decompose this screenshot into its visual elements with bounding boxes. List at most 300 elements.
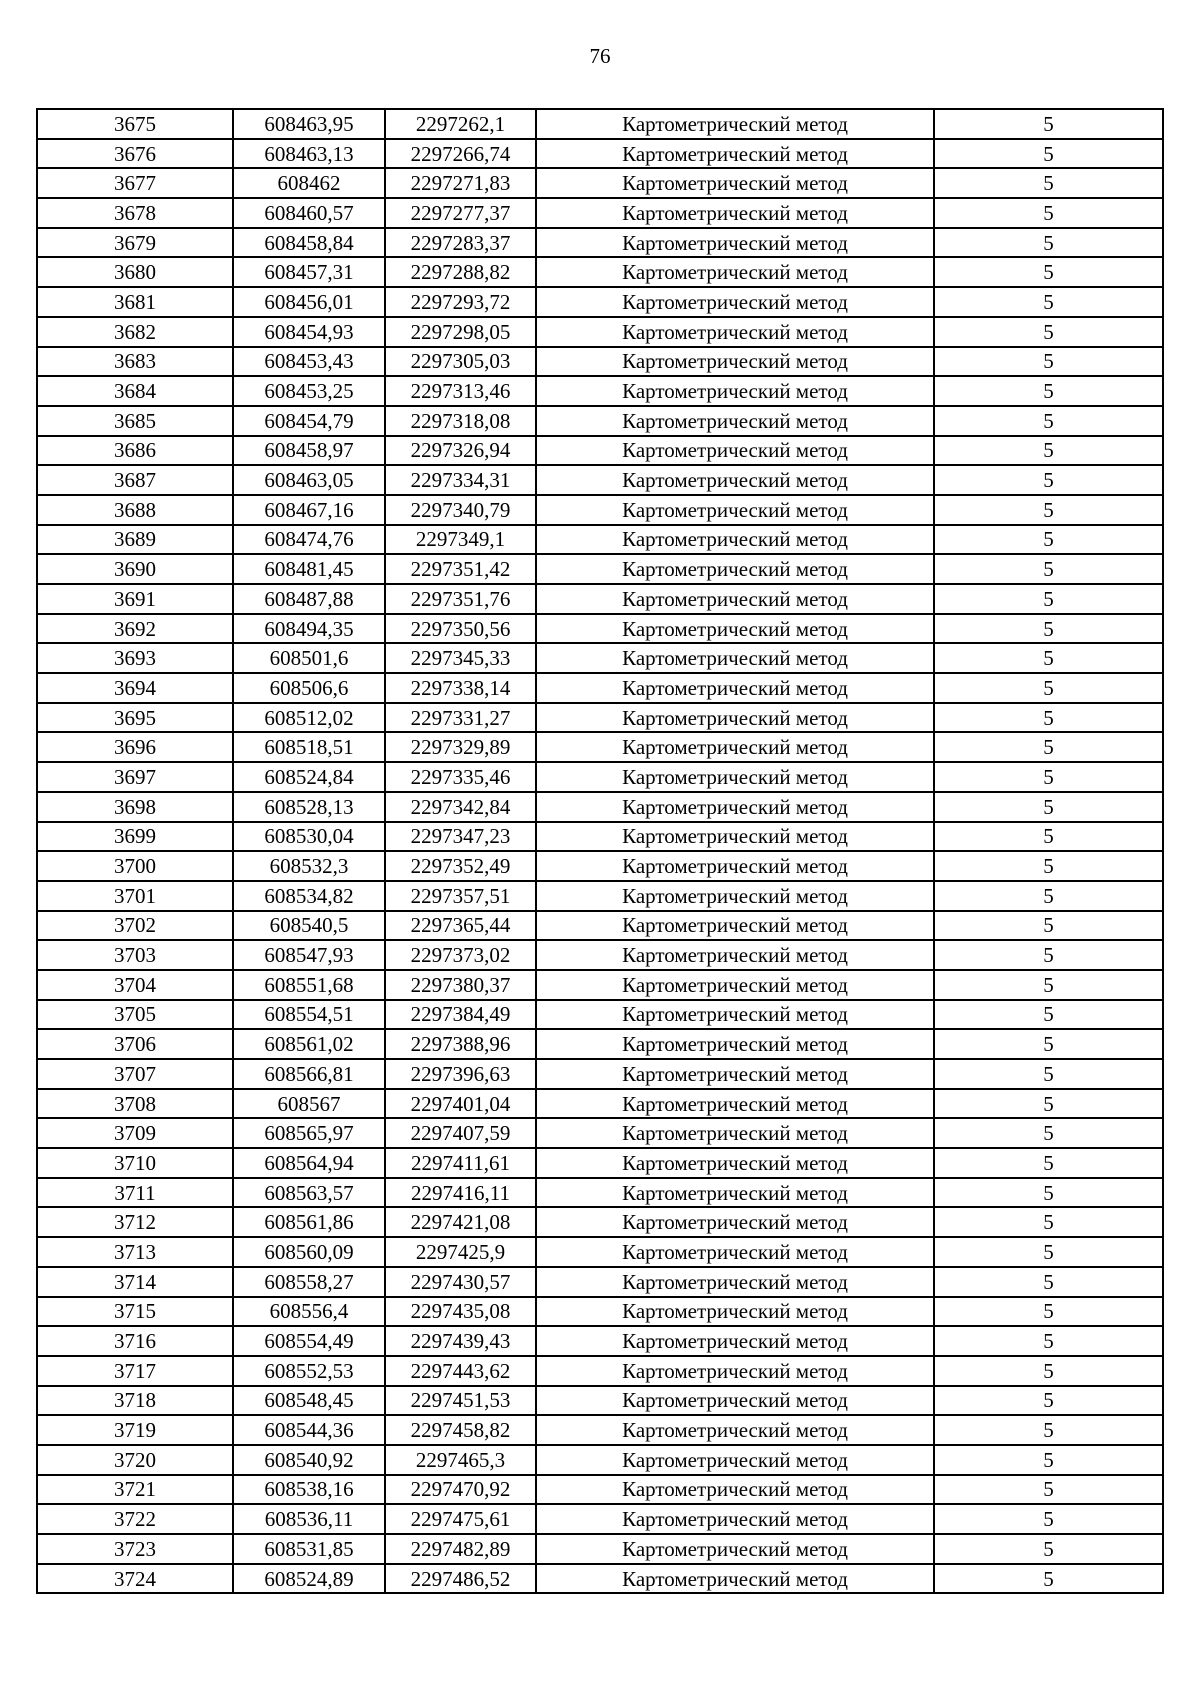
point-number-cell: 3687 — [37, 465, 233, 495]
x-coordinate-cell: 608518,51 — [233, 732, 385, 762]
x-coordinate-cell: 608454,93 — [233, 317, 385, 347]
x-coordinate-cell: 608551,68 — [233, 970, 385, 1000]
method-cell: Картометрический метод — [536, 643, 934, 673]
y-coordinate-cell: 2297326,94 — [385, 436, 536, 466]
x-coordinate-cell: 608530,04 — [233, 822, 385, 852]
table-row — [37, 139, 1163, 169]
table-row — [37, 525, 1163, 555]
accuracy-cell: 5 — [934, 1356, 1163, 1386]
y-coordinate-cell: 2297340,79 — [385, 495, 536, 525]
y-coordinate-cell: 2297388,96 — [385, 1029, 536, 1059]
method-cell: Картометрический метод — [536, 673, 934, 703]
table-row — [37, 376, 1163, 406]
x-coordinate-cell: 608456,01 — [233, 287, 385, 317]
accuracy-cell: 5 — [934, 1148, 1163, 1178]
x-coordinate-cell: 608564,94 — [233, 1148, 385, 1178]
method-cell: Картометрический метод — [536, 762, 934, 792]
x-coordinate-cell: 608462 — [233, 168, 385, 198]
table-row — [37, 970, 1163, 1000]
table-row — [37, 228, 1163, 258]
point-number-cell: 3708 — [37, 1089, 233, 1119]
y-coordinate-cell: 2297298,05 — [385, 317, 536, 347]
x-coordinate-cell: 608501,6 — [233, 643, 385, 673]
table-row — [37, 1356, 1163, 1386]
point-number-cell: 3720 — [37, 1445, 233, 1475]
y-coordinate-cell: 2297329,89 — [385, 732, 536, 762]
x-coordinate-cell: 608552,53 — [233, 1356, 385, 1386]
y-coordinate-cell: 2297338,14 — [385, 673, 536, 703]
method-cell: Картометрический метод — [536, 228, 934, 258]
x-coordinate-cell: 608458,97 — [233, 436, 385, 466]
accuracy-cell: 5 — [934, 139, 1163, 169]
accuracy-cell: 5 — [934, 347, 1163, 377]
accuracy-cell: 5 — [934, 1000, 1163, 1030]
accuracy-cell: 5 — [934, 1504, 1163, 1534]
point-number-cell: 3694 — [37, 673, 233, 703]
accuracy-cell: 5 — [934, 228, 1163, 258]
table-row — [37, 1148, 1163, 1178]
method-cell: Картометрический метод — [536, 792, 934, 822]
method-cell: Картометрический метод — [536, 198, 934, 228]
table-row — [37, 792, 1163, 822]
y-coordinate-cell: 2297335,46 — [385, 762, 536, 792]
x-coordinate-cell: 608565,97 — [233, 1118, 385, 1148]
table-row — [37, 406, 1163, 436]
x-coordinate-cell: 608567 — [233, 1089, 385, 1119]
point-number-cell: 3715 — [37, 1297, 233, 1327]
table-row — [37, 1118, 1163, 1148]
point-number-cell: 3711 — [37, 1178, 233, 1208]
method-cell: Картометрический метод — [536, 1504, 934, 1534]
method-cell: Картометрический метод — [536, 1475, 934, 1505]
accuracy-cell: 5 — [934, 762, 1163, 792]
table-row — [37, 881, 1163, 911]
table-row — [37, 703, 1163, 733]
x-coordinate-cell: 608457,31 — [233, 257, 385, 287]
y-coordinate-cell: 2297342,84 — [385, 792, 536, 822]
x-coordinate-cell: 608566,81 — [233, 1059, 385, 1089]
x-coordinate-cell: 608554,51 — [233, 1000, 385, 1030]
point-number-cell: 3696 — [37, 732, 233, 762]
method-cell: Картометрический метод — [536, 822, 934, 852]
table-row — [37, 1445, 1163, 1475]
x-coordinate-cell: 608556,4 — [233, 1297, 385, 1327]
table-row — [37, 495, 1163, 525]
table-row — [37, 1415, 1163, 1445]
table-row — [37, 347, 1163, 377]
table-row — [37, 584, 1163, 614]
y-coordinate-cell: 2297347,23 — [385, 822, 536, 852]
point-number-cell: 3716 — [37, 1326, 233, 1356]
x-coordinate-cell: 608534,82 — [233, 881, 385, 911]
point-number-cell: 3698 — [37, 792, 233, 822]
y-coordinate-cell: 2297384,49 — [385, 1000, 536, 1030]
y-coordinate-cell: 2297435,08 — [385, 1297, 536, 1327]
table-row — [37, 1475, 1163, 1505]
y-coordinate-cell: 2297475,61 — [385, 1504, 536, 1534]
point-number-cell: 3697 — [37, 762, 233, 792]
x-coordinate-cell: 608548,45 — [233, 1386, 385, 1416]
y-coordinate-cell: 2297421,08 — [385, 1207, 536, 1237]
method-cell: Картометрический метод — [536, 1534, 934, 1564]
x-coordinate-cell: 608463,05 — [233, 465, 385, 495]
point-number-cell: 3692 — [37, 614, 233, 644]
y-coordinate-cell: 2297486,52 — [385, 1564, 536, 1594]
x-coordinate-cell: 608531,85 — [233, 1534, 385, 1564]
table-row — [37, 643, 1163, 673]
point-number-cell: 3695 — [37, 703, 233, 733]
x-coordinate-cell: 608458,84 — [233, 228, 385, 258]
x-coordinate-cell: 608460,57 — [233, 198, 385, 228]
accuracy-cell: 5 — [934, 287, 1163, 317]
y-coordinate-cell: 2297288,82 — [385, 257, 536, 287]
point-number-cell: 3686 — [37, 436, 233, 466]
accuracy-cell: 5 — [934, 198, 1163, 228]
accuracy-cell: 5 — [934, 317, 1163, 347]
point-number-cell: 3690 — [37, 554, 233, 584]
method-cell: Картометрический метод — [536, 1207, 934, 1237]
table-row — [37, 1029, 1163, 1059]
accuracy-cell: 5 — [934, 970, 1163, 1000]
accuracy-cell: 5 — [934, 554, 1163, 584]
y-coordinate-cell: 2297451,53 — [385, 1386, 536, 1416]
point-number-cell: 3682 — [37, 317, 233, 347]
method-cell: Картометрический метод — [536, 732, 934, 762]
point-number-cell: 3701 — [37, 881, 233, 911]
accuracy-cell: 5 — [934, 1207, 1163, 1237]
y-coordinate-cell: 2297351,42 — [385, 554, 536, 584]
y-coordinate-cell: 2297305,03 — [385, 347, 536, 377]
accuracy-cell: 5 — [934, 1059, 1163, 1089]
x-coordinate-cell: 608454,79 — [233, 406, 385, 436]
method-cell: Картометрический метод — [536, 1000, 934, 1030]
accuracy-cell: 5 — [934, 1267, 1163, 1297]
x-coordinate-cell: 608554,49 — [233, 1326, 385, 1356]
method-cell: Картометрический метод — [536, 406, 934, 436]
accuracy-cell: 5 — [934, 1029, 1163, 1059]
y-coordinate-cell: 2297470,92 — [385, 1475, 536, 1505]
point-number-cell: 3712 — [37, 1207, 233, 1237]
method-cell: Картометрический метод — [536, 168, 934, 198]
table-row — [37, 1564, 1163, 1594]
table-row — [37, 1237, 1163, 1267]
method-cell: Картометрический метод — [536, 1445, 934, 1475]
point-number-cell: 3678 — [37, 198, 233, 228]
x-coordinate-cell: 608467,16 — [233, 495, 385, 525]
accuracy-cell: 5 — [934, 851, 1163, 881]
table-row — [37, 1089, 1163, 1119]
method-cell: Картометрический метод — [536, 1564, 934, 1594]
table-row — [37, 198, 1163, 228]
table-row — [37, 1178, 1163, 1208]
y-coordinate-cell: 2297430,57 — [385, 1267, 536, 1297]
point-number-cell: 3710 — [37, 1148, 233, 1178]
y-coordinate-cell: 2297349,1 — [385, 525, 536, 555]
y-coordinate-cell: 2297334,31 — [385, 465, 536, 495]
point-number-cell: 3681 — [37, 287, 233, 317]
x-coordinate-cell: 608544,36 — [233, 1415, 385, 1445]
method-cell: Картометрический метод — [536, 703, 934, 733]
x-coordinate-cell: 608453,43 — [233, 347, 385, 377]
table-row — [37, 168, 1163, 198]
y-coordinate-cell: 2297350,56 — [385, 614, 536, 644]
y-coordinate-cell: 2297443,62 — [385, 1356, 536, 1386]
method-cell: Картометрический метод — [536, 1089, 934, 1119]
method-cell: Картометрический метод — [536, 1148, 934, 1178]
x-coordinate-cell: 608532,3 — [233, 851, 385, 881]
y-coordinate-cell: 2297351,76 — [385, 584, 536, 614]
point-number-cell: 3691 — [37, 584, 233, 614]
x-coordinate-cell: 608524,84 — [233, 762, 385, 792]
accuracy-cell: 5 — [934, 168, 1163, 198]
y-coordinate-cell: 2297352,49 — [385, 851, 536, 881]
point-number-cell: 3702 — [37, 911, 233, 941]
accuracy-cell: 5 — [934, 1475, 1163, 1505]
table-row — [37, 851, 1163, 881]
y-coordinate-cell: 2297407,59 — [385, 1118, 536, 1148]
point-number-cell: 3713 — [37, 1237, 233, 1267]
method-cell: Картометрический метод — [536, 1237, 934, 1267]
point-number-cell: 3700 — [37, 851, 233, 881]
method-cell: Картометрический метод — [536, 139, 934, 169]
y-coordinate-cell: 2297313,46 — [385, 376, 536, 406]
accuracy-cell: 5 — [934, 257, 1163, 287]
method-cell: Картометрический метод — [536, 109, 934, 139]
y-coordinate-cell: 2297345,33 — [385, 643, 536, 673]
accuracy-cell: 5 — [934, 1415, 1163, 1445]
accuracy-cell: 5 — [934, 1118, 1163, 1148]
accuracy-cell: 5 — [934, 1326, 1163, 1356]
y-coordinate-cell: 2297283,37 — [385, 228, 536, 258]
x-coordinate-cell: 608528,13 — [233, 792, 385, 822]
accuracy-cell: 5 — [934, 792, 1163, 822]
method-cell: Картометрический метод — [536, 1118, 934, 1148]
method-cell: Картометрический метод — [536, 970, 934, 1000]
page-number: 76 — [589, 44, 611, 68]
x-coordinate-cell: 608561,02 — [233, 1029, 385, 1059]
table-row — [37, 1386, 1163, 1416]
table-row — [37, 762, 1163, 792]
accuracy-cell: 5 — [934, 911, 1163, 941]
table-row — [37, 1297, 1163, 1327]
point-number-cell: 3689 — [37, 525, 233, 555]
table-row — [37, 1326, 1163, 1356]
y-coordinate-cell: 2297262,1 — [385, 109, 536, 139]
table-row — [37, 1534, 1163, 1564]
method-cell: Картометрический метод — [536, 1297, 934, 1327]
table-row — [37, 257, 1163, 287]
y-coordinate-cell: 2297357,51 — [385, 881, 536, 911]
accuracy-cell: 5 — [934, 1089, 1163, 1119]
table-row — [37, 673, 1163, 703]
accuracy-cell: 5 — [934, 525, 1163, 555]
y-coordinate-cell: 2297396,63 — [385, 1059, 536, 1089]
method-cell: Картометрический метод — [536, 257, 934, 287]
point-number-cell: 3707 — [37, 1059, 233, 1089]
point-number-cell: 3714 — [37, 1267, 233, 1297]
method-cell: Картометрический метод — [536, 940, 934, 970]
method-cell: Картометрический метод — [536, 495, 934, 525]
point-number-cell: 3722 — [37, 1504, 233, 1534]
point-number-cell: 3688 — [37, 495, 233, 525]
table-row — [37, 1000, 1163, 1030]
x-coordinate-cell: 608494,35 — [233, 614, 385, 644]
accuracy-cell: 5 — [934, 703, 1163, 733]
accuracy-cell: 5 — [934, 465, 1163, 495]
method-cell: Картометрический метод — [536, 317, 934, 347]
table-row — [37, 1267, 1163, 1297]
x-coordinate-cell: 608547,93 — [233, 940, 385, 970]
method-cell: Картометрический метод — [536, 1415, 934, 1445]
accuracy-cell: 5 — [934, 1386, 1163, 1416]
table-row — [37, 436, 1163, 466]
method-cell: Картометрический метод — [536, 1059, 934, 1089]
y-coordinate-cell: 2297331,27 — [385, 703, 536, 733]
accuracy-cell: 5 — [934, 673, 1163, 703]
point-number-cell: 3709 — [37, 1118, 233, 1148]
table-row — [37, 940, 1163, 970]
point-number-cell: 3706 — [37, 1029, 233, 1059]
x-coordinate-cell: 608563,57 — [233, 1178, 385, 1208]
y-coordinate-cell: 2297266,74 — [385, 139, 536, 169]
x-coordinate-cell: 608536,11 — [233, 1504, 385, 1534]
method-cell: Картометрический метод — [536, 614, 934, 644]
y-coordinate-cell: 2297277,37 — [385, 198, 536, 228]
y-coordinate-cell: 2297416,11 — [385, 1178, 536, 1208]
x-coordinate-cell: 608561,86 — [233, 1207, 385, 1237]
method-cell: Картометрический метод — [536, 1326, 934, 1356]
accuracy-cell: 5 — [934, 495, 1163, 525]
accuracy-cell: 5 — [934, 1178, 1163, 1208]
method-cell: Картометрический метод — [536, 465, 934, 495]
point-number-cell: 3724 — [37, 1564, 233, 1594]
accuracy-cell: 5 — [934, 1297, 1163, 1327]
table-row — [37, 822, 1163, 852]
accuracy-cell: 5 — [934, 1445, 1163, 1475]
point-number-cell: 3719 — [37, 1415, 233, 1445]
coordinates-table — [36, 108, 1164, 1594]
x-coordinate-cell: 608506,6 — [233, 673, 385, 703]
y-coordinate-cell: 2297465,3 — [385, 1445, 536, 1475]
y-coordinate-cell: 2297439,43 — [385, 1326, 536, 1356]
y-coordinate-cell: 2297373,02 — [385, 940, 536, 970]
accuracy-cell: 5 — [934, 881, 1163, 911]
method-cell: Картометрический метод — [536, 554, 934, 584]
method-cell: Картометрический метод — [536, 584, 934, 614]
method-cell: Картометрический метод — [536, 1386, 934, 1416]
point-number-cell: 3721 — [37, 1475, 233, 1505]
method-cell: Картометрический метод — [536, 376, 934, 406]
point-number-cell: 3679 — [37, 228, 233, 258]
point-number-cell: 3699 — [37, 822, 233, 852]
point-number-cell: 3723 — [37, 1534, 233, 1564]
point-number-cell: 3677 — [37, 168, 233, 198]
point-number-cell: 3705 — [37, 1000, 233, 1030]
table-row — [37, 1207, 1163, 1237]
point-number-cell: 3680 — [37, 257, 233, 287]
accuracy-cell: 5 — [934, 584, 1163, 614]
method-cell: Картометрический метод — [536, 1178, 934, 1208]
y-coordinate-cell: 2297293,72 — [385, 287, 536, 317]
point-number-cell: 3685 — [37, 406, 233, 436]
x-coordinate-cell: 608512,02 — [233, 703, 385, 733]
accuracy-cell: 5 — [934, 436, 1163, 466]
accuracy-cell: 5 — [934, 109, 1163, 139]
x-coordinate-cell: 608453,25 — [233, 376, 385, 406]
x-coordinate-cell: 608558,27 — [233, 1267, 385, 1297]
table-row — [37, 554, 1163, 584]
x-coordinate-cell: 608463,13 — [233, 139, 385, 169]
x-coordinate-cell: 608524,89 — [233, 1564, 385, 1594]
x-coordinate-cell: 608540,5 — [233, 911, 385, 941]
method-cell: Картометрический метод — [536, 1356, 934, 1386]
x-coordinate-cell: 608463,95 — [233, 109, 385, 139]
x-coordinate-cell: 608560,09 — [233, 1237, 385, 1267]
point-number-cell: 3684 — [37, 376, 233, 406]
point-number-cell: 3718 — [37, 1386, 233, 1416]
accuracy-cell: 5 — [934, 614, 1163, 644]
x-coordinate-cell: 608540,92 — [233, 1445, 385, 1475]
y-coordinate-cell: 2297482,89 — [385, 1534, 536, 1564]
table-row — [37, 614, 1163, 644]
accuracy-cell: 5 — [934, 643, 1163, 673]
method-cell: Картометрический метод — [536, 911, 934, 941]
method-cell: Картометрический метод — [536, 1267, 934, 1297]
point-number-cell: 3676 — [37, 139, 233, 169]
x-coordinate-cell: 608487,88 — [233, 584, 385, 614]
method-cell: Картометрический метод — [536, 851, 934, 881]
point-number-cell: 3717 — [37, 1356, 233, 1386]
y-coordinate-cell: 2297401,04 — [385, 1089, 536, 1119]
accuracy-cell: 5 — [934, 1564, 1163, 1594]
table-row — [37, 1504, 1163, 1534]
point-number-cell: 3683 — [37, 347, 233, 377]
method-cell: Картометрический метод — [536, 525, 934, 555]
accuracy-cell: 5 — [934, 822, 1163, 852]
y-coordinate-cell: 2297380,37 — [385, 970, 536, 1000]
table-row — [37, 317, 1163, 347]
method-cell: Картометрический метод — [536, 287, 934, 317]
accuracy-cell: 5 — [934, 732, 1163, 762]
method-cell: Картометрический метод — [536, 881, 934, 911]
method-cell: Картометрический метод — [536, 347, 934, 377]
accuracy-cell: 5 — [934, 1237, 1163, 1267]
y-coordinate-cell: 2297318,08 — [385, 406, 536, 436]
x-coordinate-cell: 608474,76 — [233, 525, 385, 555]
table-row — [37, 911, 1163, 941]
coordinates-table-body — [37, 109, 1163, 1593]
y-coordinate-cell: 2297271,83 — [385, 168, 536, 198]
table-row — [37, 109, 1163, 139]
point-number-cell: 3704 — [37, 970, 233, 1000]
x-coordinate-cell: 608481,45 — [233, 554, 385, 584]
accuracy-cell: 5 — [934, 406, 1163, 436]
accuracy-cell: 5 — [934, 376, 1163, 406]
accuracy-cell: 5 — [934, 940, 1163, 970]
table-row — [37, 287, 1163, 317]
method-cell: Картометрический метод — [536, 436, 934, 466]
table-row — [37, 465, 1163, 495]
method-cell: Картометрический метод — [536, 1029, 934, 1059]
y-coordinate-cell: 2297458,82 — [385, 1415, 536, 1445]
point-number-cell: 3693 — [37, 643, 233, 673]
point-number-cell: 3703 — [37, 940, 233, 970]
table-row — [37, 732, 1163, 762]
y-coordinate-cell: 2297365,44 — [385, 911, 536, 941]
y-coordinate-cell: 2297425,9 — [385, 1237, 536, 1267]
table-row — [37, 1059, 1163, 1089]
y-coordinate-cell: 2297411,61 — [385, 1148, 536, 1178]
